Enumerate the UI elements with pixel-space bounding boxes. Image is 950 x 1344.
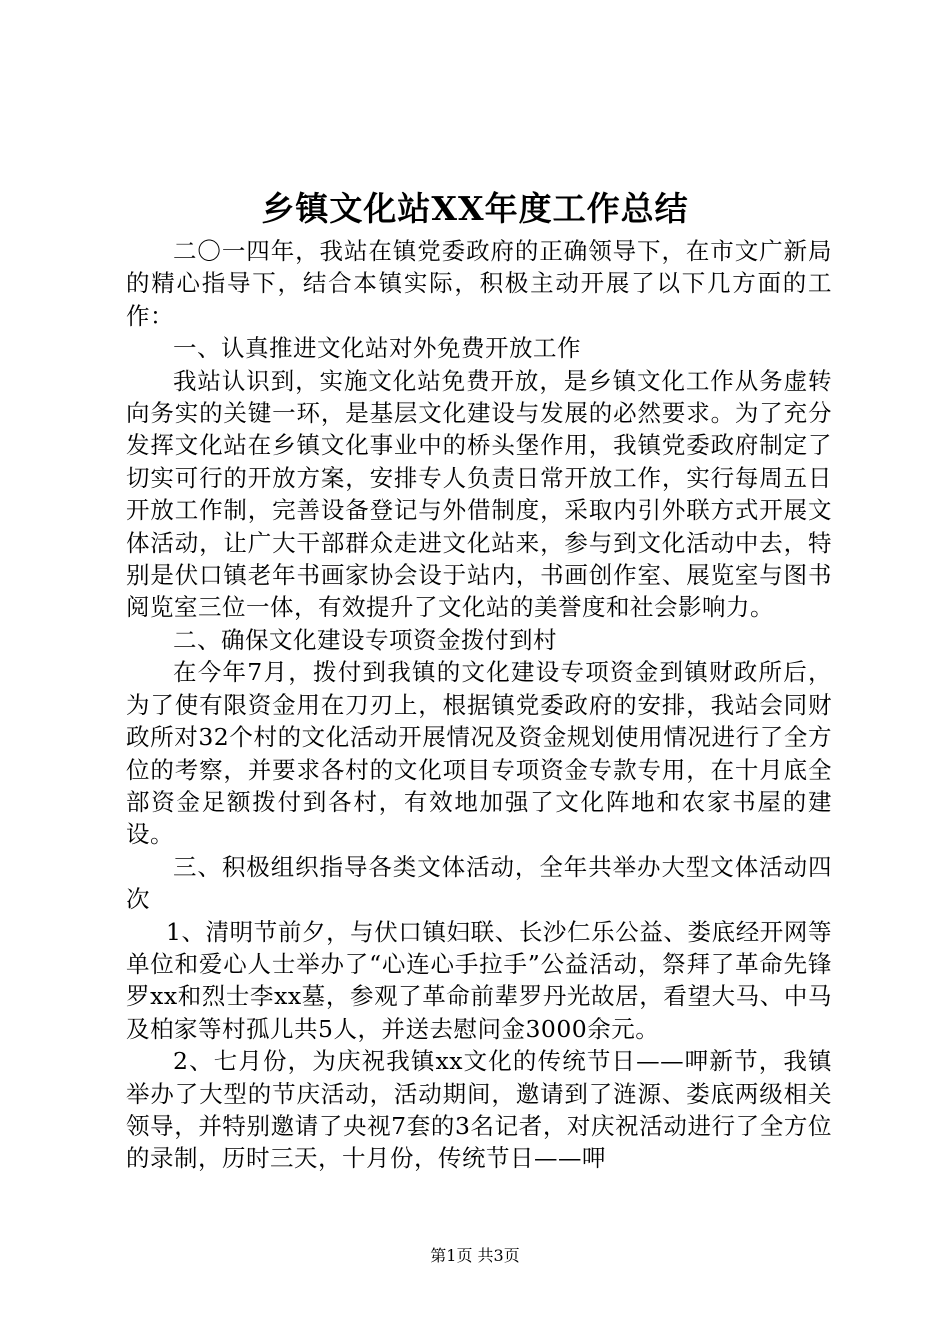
- section-heading-1: 一、认真推进文化站对外免费开放工作: [173, 334, 581, 363]
- activity-item-2: 2、七月份，为庆祝我镇xx文化的传统节日——呷新节，我镇举办了大型的节庆活动，活动期间，邀请到了涟源、娄底两级相关领导，并特别邀请了央视7套的3名记者，对庆祝活动进行了全方位的录制，历时三天，十月份，传统节日——呷: [126, 1047, 832, 1173]
- section-heading-2: 二、确保文化建设专项资金拨付到村: [173, 625, 557, 654]
- section-heading-3: 三、积极组织指导各类文体活动，全年共举办大型文体活动四次: [126, 852, 832, 914]
- activity-item-1: 1、清明节前夕，与伏口镇妇联、长沙仁乐公益、娄底经开网等单位和爱心人士举办了“心连心手拉手”公益活动，祭拜了革命先锋罗xx和烈士李xx墓，参观了革命前辈罗丹光故居，看望大马、中马及柏家等村孤儿共5人，并送去慰问金3000余元。: [126, 917, 832, 1043]
- document-body: [126, 235, 832, 1175]
- section-2-paragraph: 在今年7月，拨付到我镇的文化建设专项资金到镇财政所后，为了使有限资金用在刀刃上，根据镇党委政府的安排，我站会同财政所对32个村的文化活动开展情况及资金规划使用情况进行了全方位的考察，并要求各村的文化项目专项资金专款专用，在十月底全部资金足额拨付到各村，有效地加强了文化阵地和农家书屋的建设。: [126, 658, 832, 849]
- document-title: 乡镇文化站XX年度工作总结: [261, 189, 689, 228]
- page-footer: 第1页 共3页: [430, 1246, 520, 1265]
- section-1-paragraph: 我站认识到，实施文化站免费开放，是乡镇文化工作从务虚转向务实的关键一环，是基层文化建设与发展的必然要求。为了充分发挥文化站在乡镇文化事业中的桥头堡作用，我镇党委政府制定了切实可行的开放方案，安排专人负责日常开放工作，实行每周五日开放工作制，完善设备登记与外借制度，采取内引外联方式开展文体活动，让广大干部群众走进文化站来，参与到文化活动中去，特别是伏口镇老年书画家协会设于站内，书画创作室、展览室与图书阅览室三位一体，有效提升了文化站的美誉度和社会影响力。: [126, 366, 832, 622]
- intro-paragraph: 二〇一四年，我站在镇党委政府的正确领导下，在市文广新局的精心指导下，结合本镇实际，积极主动开展了以下几方面的工作：: [126, 237, 832, 330]
